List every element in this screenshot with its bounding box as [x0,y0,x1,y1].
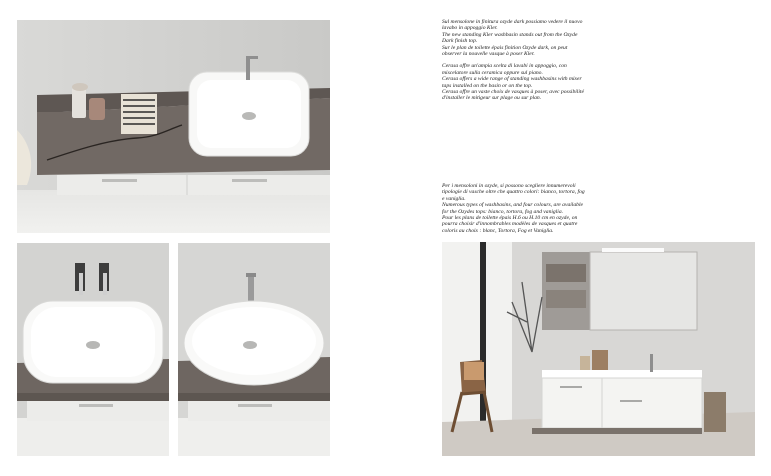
photo-square-basin-wall-tap [17,243,169,456]
text-line: tipologie di vasche oltre che quattro colori: bianco, tortora, fog [442,189,585,196]
text-line: coloris au choix : blanc, Tortora, Fog et Vaniglia. [442,227,554,234]
text-line: Cerasa offre un vaste choix de vasques à poser, avec possibilité [442,89,584,96]
text-line: d'installer le mitigeur sur plage ou sur plan. [442,95,542,102]
text-line: for the Ozydes tops: bianco, tortora, fog and vaniglia. [442,208,564,215]
text-line: miscelatore sulla ceramica oppure sul piano. [442,69,543,76]
photo-oval-basin-tall-tap [178,243,330,456]
text-line: Sur le plan de toilette épais finition Ozyde dark, on peut [442,44,568,51]
text-line: Cerasa offre un'ampia scelta di lavabi in appoggio, con [442,63,567,70]
text-line: Pour les plans de toilette épais H.6 ou H.10 cm en ozyde, on [442,215,578,222]
text-line: taps installed on the basin or on the top. [442,82,533,89]
photo-bathroom-ambience [442,242,755,456]
text-line: Sul mensolone in finitura ozyde dark possiamo vedere il nuovo [442,19,583,25]
text-line: Per i mensoloni in ozyde, si possono scegliere innumerevoli [442,183,576,189]
text-line: Cerasa offers a wide range of standing washbasins with mixer [442,76,582,83]
text-line: The new standing Kler washbasin stands out from the Ozyde [442,31,578,38]
description-lower [442,183,602,234]
description-upper [442,19,602,102]
photo-kler-washbasin-counter [17,20,330,233]
text-line: Dark finish top. [442,38,478,45]
text-line: Numerous types of washbasins, and four colours, are available [442,202,583,209]
text-line: e vaniglia. [442,195,466,202]
text-line: pourra choisir d'innombrables modèles de vasques et quatre [442,221,578,228]
text-line: lavabo in appoggio Kler. [442,25,498,32]
text-line: observer la nouvelle vasque à poser Kler. [442,51,535,58]
